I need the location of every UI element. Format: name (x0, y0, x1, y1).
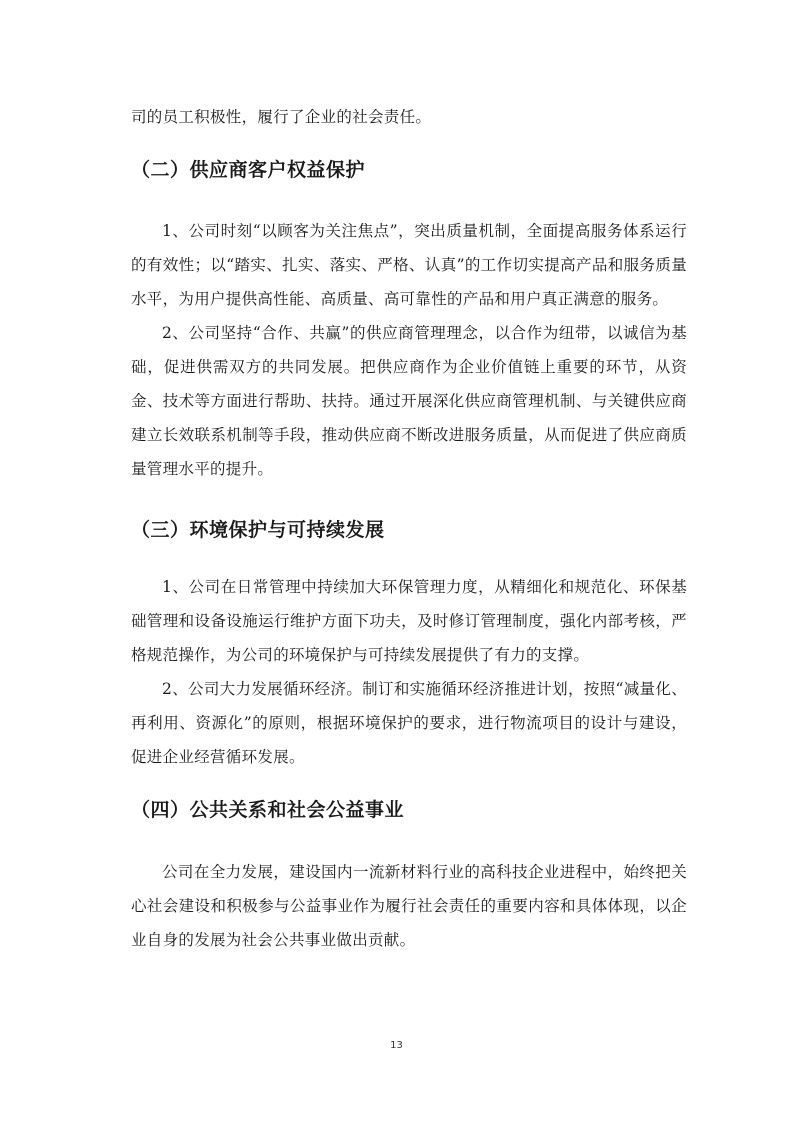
continued-paragraph: 司的员工积极性，履行了企业的社会责任。 (131, 108, 432, 126)
section-heading-environment: （三）环境保护与可持续发展 (131, 519, 385, 541)
section-body-public-welfare (131, 855, 687, 957)
paragraph: 公司在全力发展，建设国内一流新材料行业的高科技企业进程中，始终把关心社会建设和积极参与公益事业作为履行社会责任的重要内容和具体体现，以企业自身的发展为社会公共事业做出贡献。 (131, 863, 687, 949)
paragraph: 2、公司坚持“合作、共赢”的供应商管理理念，以合作为纽带，以诚信为基础，促进供需双方的共同发展。把供应商作为企业价值链上重要的环节，从资金、技术等方面进行帮助、扶持。通过开展深化供应商管理机制、与关键供应商建立长效联系机制等手段，推动供应商不断改进服务质量，从而促进了供应商质量管理水平的提升。 (131, 324, 687, 478)
paragraph: 1、公司在日常管理中持续加大环保管理力度，从精细化和规范化、环保基础管理和设备设施运行维护方面下功夫，及时修订管理制度，强化内部考核，严格规范操作，为公司的环境保护与可持续发展提供了有力的支撑。 (131, 578, 687, 664)
paragraph: 1、公司时刻“以顾客为关注焦点”，突出质量机制，全面提高服务体系运行的有效性；以“踏实、扎实、落实、严格、认真”的工作切实提高产品和服务质量水平，为用户提供高性能、高质量、高可靠性的产品和用户真正满意的服务。 (131, 222, 687, 308)
section-heading-supplier: （二）供应商客户权益保护 (131, 159, 366, 181)
section-heading-public-welfare: （四）公共关系和社会公益事业 (131, 799, 405, 821)
section-body-supplier (131, 214, 687, 486)
section-body-environment (131, 570, 687, 774)
page-number: 13 (390, 1040, 403, 1051)
paragraph: 2、公司大力发展循环经济。制订和实施循环经济推进计划，按照“减量化、再利用、资源化”的原则，根据环境保护的要求，进行物流项目的设计与建设，促进企业经营循环发展。 (131, 680, 687, 766)
